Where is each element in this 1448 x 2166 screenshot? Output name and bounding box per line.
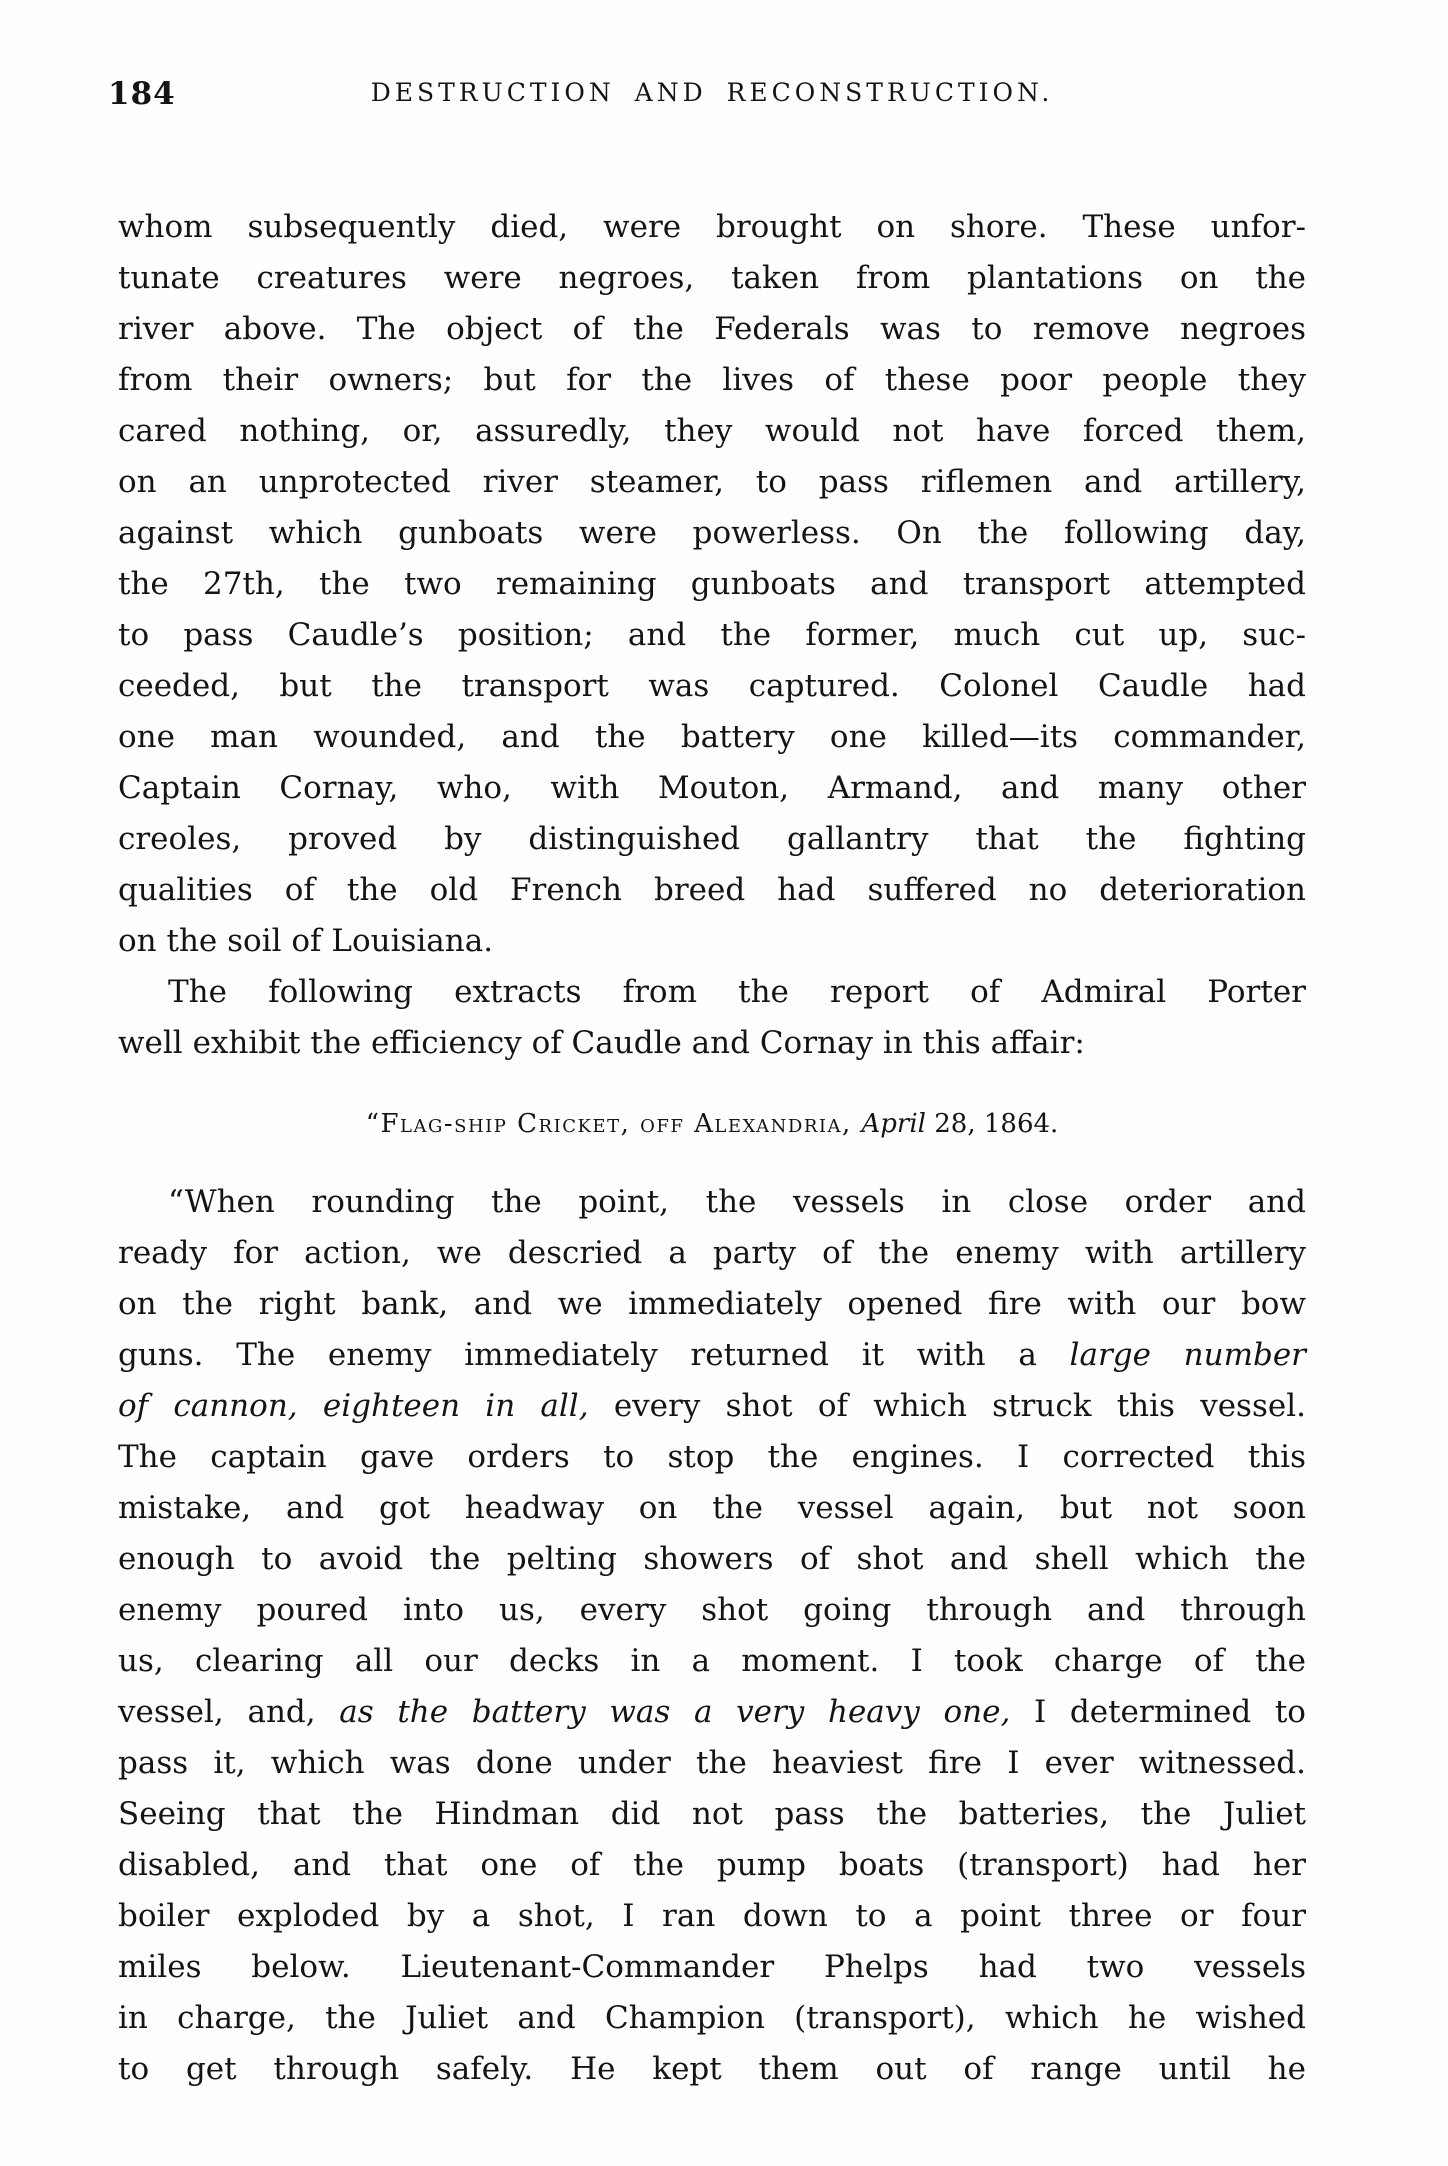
plain-text: boiler exploded by a shot, I ran down to a point three or four [118, 1898, 1306, 1934]
text-line [118, 1177, 1306, 1228]
plain-text: river above. The object of the Federals was to remove negroes [118, 311, 1306, 347]
plain-text: whom subsequently died, were brought on shore. These unfor- [118, 209, 1306, 245]
text-line [118, 1103, 1306, 1145]
plain-text: on the soil of Louisiana. [118, 923, 494, 959]
text-line [118, 2044, 1306, 2095]
plain-text: ready for action, we descried a party of the enemy with artillery [118, 1235, 1306, 1271]
plain-text: enemy poured into us, every shot going through and through [118, 1592, 1306, 1628]
text-line [118, 1483, 1306, 1534]
text-line [118, 763, 1306, 814]
plain-text: to pass Caudle’s position; and the former, much cut up, suc- [118, 617, 1306, 653]
plain-text: tunate creatures were negroes, taken from plantations on the [118, 260, 1306, 296]
plain-text: from their owners; but for the lives of these poor people they [118, 362, 1306, 398]
plain-text: Seeing that the Hindman did not pass the batteries, the Juliet [118, 1796, 1306, 1832]
running-head: DESTRUCTION AND RECONSTRUCTION. [370, 78, 1054, 107]
plain-text: mistake, and got headway on the vessel again, but not soon [118, 1490, 1306, 1526]
plain-text: I determined to [1010, 1694, 1306, 1730]
text-line [118, 1993, 1306, 2044]
plain-text: Captain Cornay, who, with Mouton, Armand, and many other [118, 770, 1306, 806]
text-line [118, 1891, 1306, 1942]
italic-text: as the battery was a very heavy one, [339, 1694, 1011, 1730]
plain-text: one man wounded, and the battery one killed—its commander, [118, 719, 1306, 755]
text-line [118, 1738, 1306, 1789]
plain-text: disabled, and that one of the pump boats (transport) had her [118, 1847, 1306, 1883]
italic-text: April [861, 1109, 926, 1139]
plain-text: cared nothing, or, assuredly, they would not have forced them, [118, 413, 1306, 449]
page-number: 184 [108, 76, 176, 112]
plain-text: in charge, the Juliet and Champion (transport), which he wished [118, 2000, 1306, 2036]
text-line [118, 1534, 1306, 1585]
text-line [118, 508, 1306, 559]
plain-text: 28, 1864. [926, 1109, 1059, 1139]
text-line [118, 457, 1306, 508]
plain-text: on the right bank, and we immediately opened fire with our bow [118, 1286, 1306, 1322]
plain-text: pass it, which was done under the heaviest fire I ever witnessed. [118, 1745, 1306, 1781]
text-line [118, 1381, 1306, 1432]
plain-text: the 27th, the two remaining gunboats and transport attempted [118, 566, 1306, 602]
text-line [118, 814, 1306, 865]
plain-text: us, clearing all our decks in a moment. I took charge of the [118, 1643, 1306, 1679]
plain-text: The captain gave orders to stop the engines. I corrected this [118, 1439, 1306, 1475]
plain-text: well exhibit the efficiency of Caudle and Cornay in this affair: [118, 1025, 1085, 1061]
plain-text: ceeded, but the transport was captured. Colonel Caudle had [118, 668, 1306, 704]
text-line [118, 202, 1306, 253]
text-line [118, 1789, 1306, 1840]
citation-paragraph [118, 1103, 1306, 1145]
plain-text: miles below. Lieutenant-Commander Phelps had two vessels [118, 1949, 1306, 1985]
plain-text: to get through safely. He kept them out of range until he [118, 2051, 1306, 2087]
text-line [118, 712, 1306, 763]
paragraph [118, 967, 1306, 1069]
italic-text: of cannon, eighteen in all, [118, 1388, 589, 1424]
plain-text: against which gunboats were powerless. On the following day, [118, 515, 1306, 551]
text-line [118, 610, 1306, 661]
plain-text: every shot of which struck this vessel. [588, 1388, 1306, 1424]
plain-text: qualities of the old French breed had suffered no deterioration [118, 872, 1306, 908]
text-line [118, 1687, 1306, 1738]
page-header [108, 74, 1306, 114]
plain-text: enough to avoid the pelting showers of shot and shell which the [118, 1541, 1306, 1577]
text-line [118, 1432, 1306, 1483]
text-line [118, 1228, 1306, 1279]
text-line [118, 559, 1306, 610]
italic-text: large number [1069, 1337, 1306, 1373]
text-line [118, 967, 1306, 1018]
text-line [118, 1330, 1306, 1381]
text-line [118, 1018, 1306, 1069]
plain-text: “When rounding the point, the vessels in close order and [168, 1184, 1306, 1220]
plain-text: The following extracts from the report of Admiral Porter [168, 974, 1306, 1010]
text-line [118, 865, 1306, 916]
text-line [118, 1279, 1306, 1330]
small-caps-text: “Flag-ship Cricket, off Alexandria, [365, 1109, 862, 1139]
plain-text: creoles, proved by distinguished gallantry that the fighting [118, 821, 1306, 857]
paragraph [118, 1177, 1306, 2095]
text-line [118, 355, 1306, 406]
plain-text: vessel, and, [118, 1694, 340, 1730]
text-line [118, 253, 1306, 304]
text-line [118, 1942, 1306, 1993]
text-line [118, 304, 1306, 355]
plain-text: on an unprotected river steamer, to pass riflemen and artillery, [118, 464, 1306, 500]
paragraph [118, 202, 1306, 967]
text-body [118, 202, 1306, 2095]
text-line [118, 1840, 1306, 1891]
plain-text: guns. The enemy immediately returned it with a [118, 1337, 1070, 1373]
text-line [118, 916, 1306, 967]
text-line [118, 1585, 1306, 1636]
text-line [118, 661, 1306, 712]
text-line [118, 1636, 1306, 1687]
text-line [118, 406, 1306, 457]
